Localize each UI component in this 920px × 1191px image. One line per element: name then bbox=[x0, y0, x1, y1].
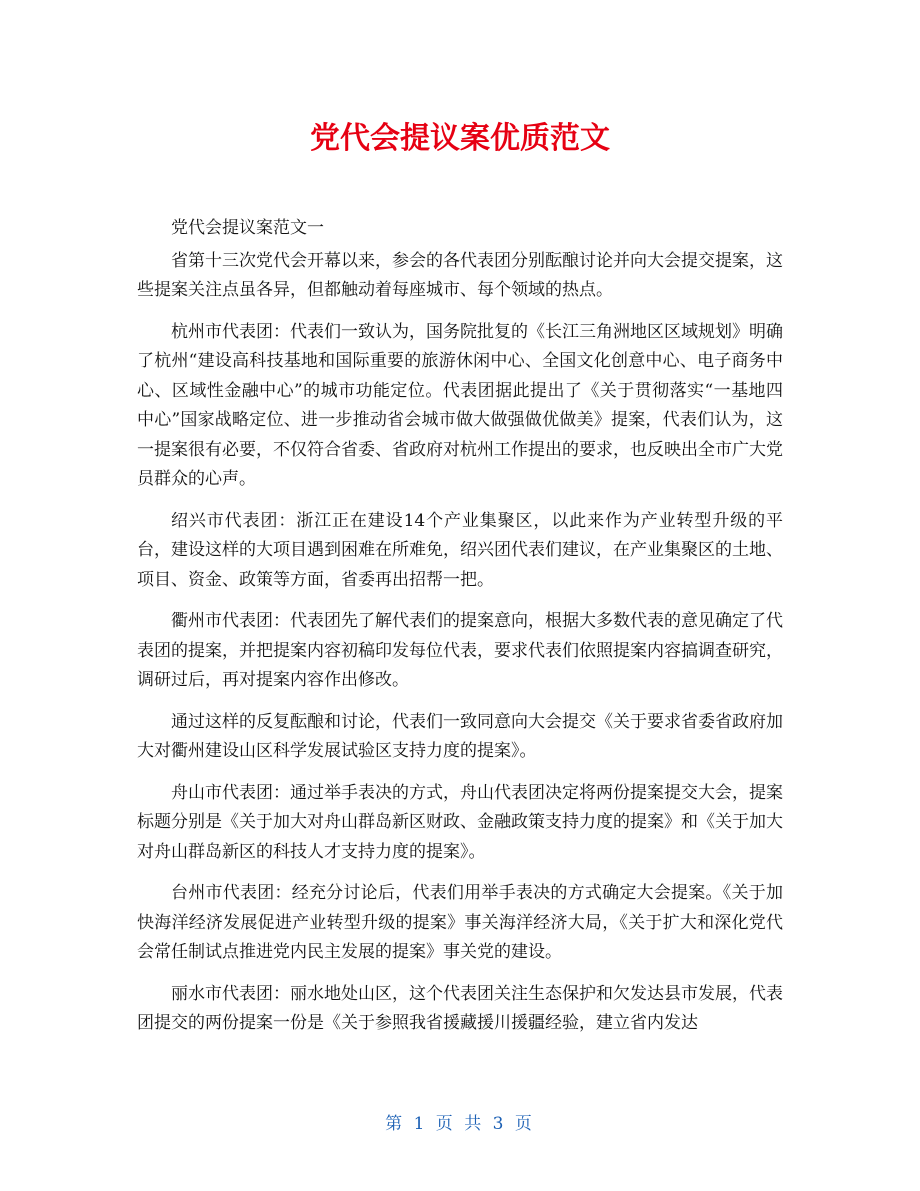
paragraph-quzhou: 衢州市代表团：代表团先了解代表们的提案意向，根据大多数代表的意见确定了代表团的提案，并把提案内容初稿印发每位代表，要求代表们依照提案内容搞调查研究，调研过后，再对提案内容作出修改。 bbox=[137, 611, 783, 690]
paragraph-zhoushan: 舟山市代表团：通过举手表决的方式，舟山代表团决定将两份提案提交大会，提案标题分别是《关于加大对舟山群岛新区财政、金融政策支持力度的提案》和《关于加大对舟山群岛新区的科技人才支持力度的提案》。 bbox=[137, 782, 783, 862]
paragraph-hangzhou: 杭州市代表团：代表们一致认为，国务院批复的《长江三角洲地区区域规划》明确了杭州“建设高科技基地和国际重要的旅游休闲中心、全国文化创意中心、电子商务中心、区域性金融中心”的城市功能定位。代表团据此提出了《关于贯彻落实“一基地四中心”国家战略定位、进一步推动省会城市做大做强做优做美》提案，代表们认为，这一提案很有必要，不仅符合省委、省政府对杭州工作提出的要求，也反映出全市广大党员群众的心声。 bbox=[137, 321, 783, 489]
paragraph-lishui: 丽水市代表团：丽水地处山区，这个代表团关注生态保护和欠发达县市发展，代表团提交的两份提案一份是《关于参照我省援藏援川援疆经验，建立省内发达 bbox=[137, 983, 783, 1033]
section-heading: 党代会提议案范文一 bbox=[171, 218, 324, 238]
paragraph-quzhou-result: 通过这样的反复酝酿和讨论，代表们一致同意向大会提交《关于要求省委省政府加大对衢州建设山区科学发展试验区支持力度的提案》。 bbox=[137, 711, 783, 761]
paragraph-intro: 省第十三次党代会开幕以来，参会的各代表团分别酝酿讨论并向大会提交提案，这些提案关注点虽各异，但都触动着每座城市、每个领域的热点。 bbox=[137, 250, 783, 300]
page-number-footer: 第 1 页 共 3 页 bbox=[385, 1114, 535, 1134]
paragraph-shaoxing: 绍兴市代表团：浙江正在建设14个产业集聚区，以此来作为产业转型升级的平台，建设这样的大项目遇到困难在所难免，绍兴团代表们建议，在产业集聚区的土地、项目、资金、政策等方面，省委再出招帮一把。 bbox=[137, 510, 783, 590]
document-body bbox=[137, 214, 783, 1051]
paragraph-taizhou: 台州市代表团：经充分讨论后，代表们用举手表决的方式确定大会提案。《关于加快海洋经济发展促进产业转型升级的提案》事关海洋经济大局，《关于扩大和深化党代会常任制试点推进党内民主发展的提案》事关党的建设。 bbox=[137, 883, 783, 962]
document-title: 党代会提议案优质范文 bbox=[310, 121, 610, 156]
